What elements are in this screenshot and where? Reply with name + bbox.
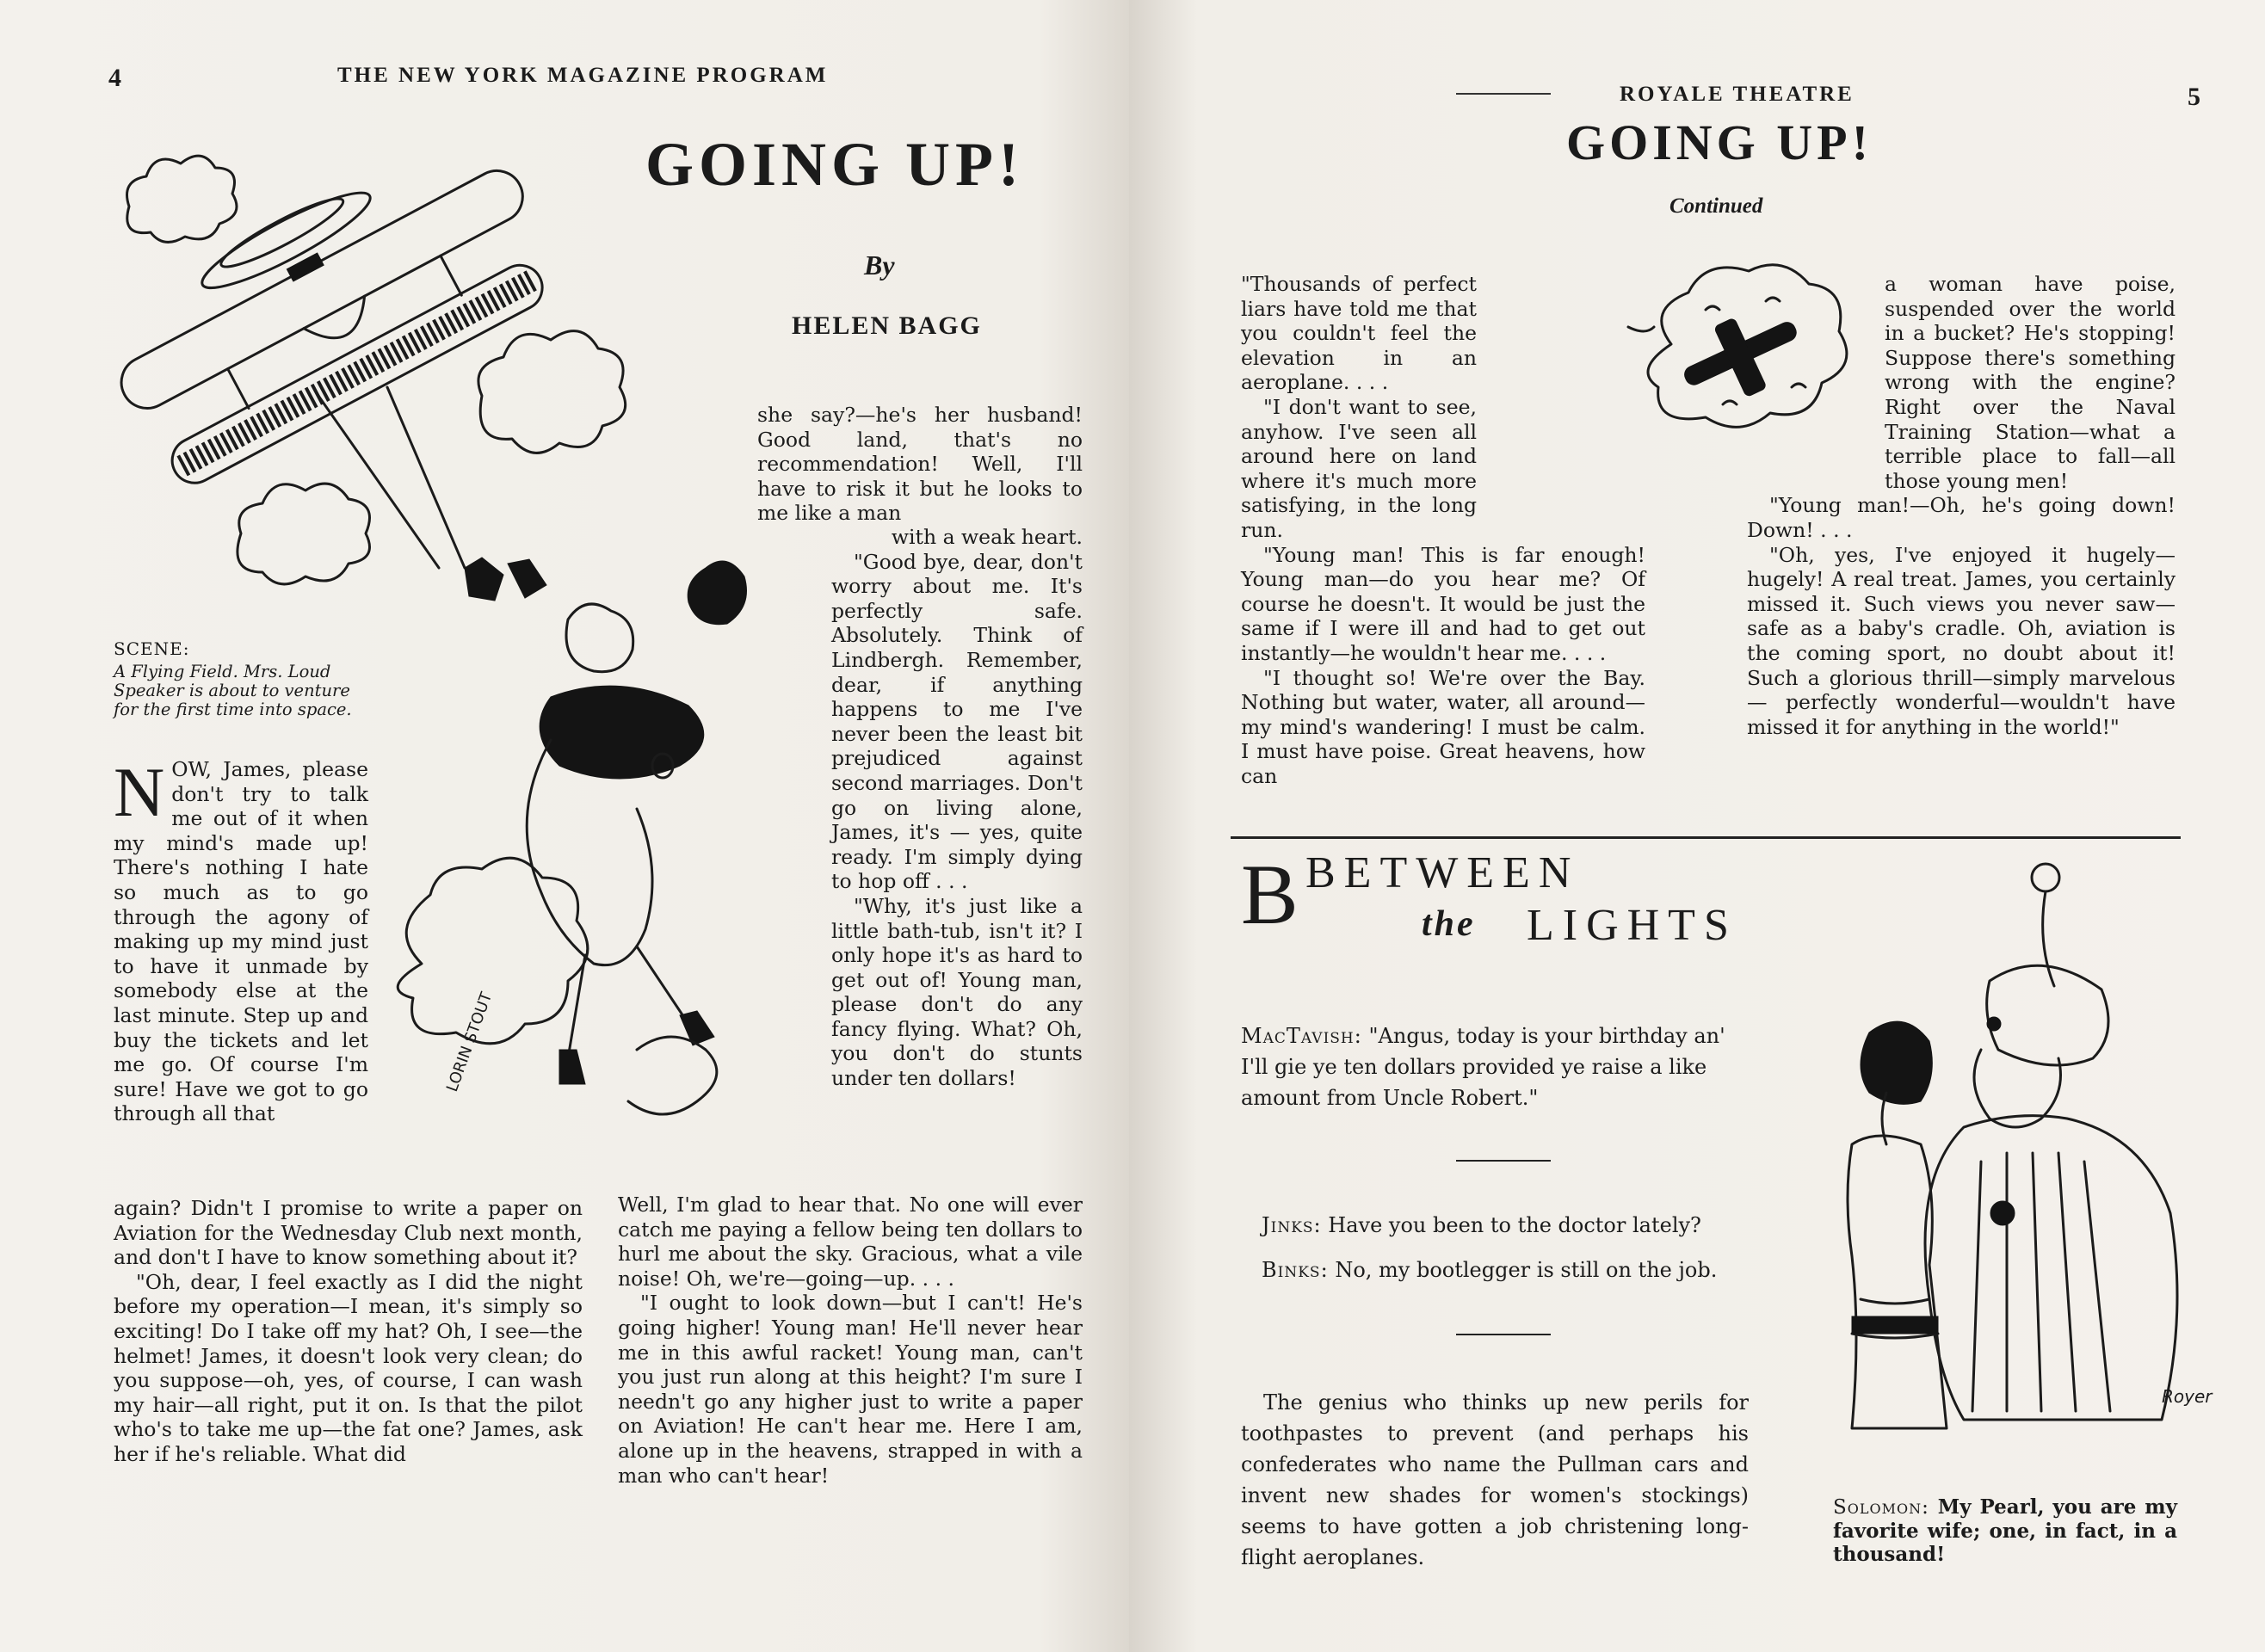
drop-cap: N: [114, 753, 165, 831]
article-column-2-lower: [618, 1193, 1083, 1488]
right-page: [1129, 0, 2265, 1652]
col2-paragraph: "Why, it's just like a little bath-tub, isn't it? I only hope it's as hard to get out of! Young man, please don't do any fancy flying. What? Oh, you don't do stunts under ten dollars!: [831, 893, 1083, 1091]
joke-text: Have you been to the doctor lately?: [1328, 1213, 1701, 1237]
joke-speaker: Jinks:: [1262, 1213, 1322, 1237]
byline-label: By: [864, 250, 895, 280]
author-name: HELEN BAGG: [792, 311, 982, 340]
joke-text: No, my bootlegger is still on the job.: [1335, 1258, 1718, 1282]
section-title-line1: BETWEEN: [1305, 848, 1580, 897]
col2-paragraph: "I ought to look down—but I can't! He's going higher! Young man! He'll never hear me in this awful racket! Young man, can't you just run along at this height? I'm sure I needn't go any higher just to write a paper on Aviation! He can't hear me. Here I am, alone up in the heavens, strapped in with a man who can't hear!: [618, 1291, 1083, 1488]
continued-title: GOING UP!: [1566, 114, 1873, 170]
running-head-rule: [1456, 93, 1551, 95]
col1-paragraph: "Oh, dear, I feel exactly as I did the night before my operation—I mean, it's simply so exciting! Do I take off my hat? Oh, I see—the helmet! James, it doesn't look very clean; do you suppose—oh, yes, of course, I can wash my hair—all right, put it on. Is that the pilot who's to take me up—the fat one? James, ask her if he's reliable. What did: [114, 1269, 583, 1466]
caption-text: My Pearl, you are my favorite wife; one, in fact, in a thousand!: [1833, 1495, 2177, 1566]
joke-separator: [1456, 1334, 1551, 1335]
solomon-illustration: [1818, 852, 2213, 1454]
page-number-left: 4: [108, 64, 121, 92]
page-number-right: 5: [2188, 83, 2200, 111]
cloud-icon: [238, 484, 370, 584]
section-title-the: the: [1422, 904, 1476, 944]
caption-speaker: Solomon:: [1833, 1496, 1929, 1519]
colA-paragraph: "Young man! This is far enough! Young man—do you hear me? Of course he doesn't. It would be just the same if I were ill and had to get out instantly—he wouldn't hear me. . . .: [1241, 542, 1645, 665]
article-column-1-lower: [114, 1196, 583, 1467]
col2-paragraph: she say?—he's her husband! Good land, that's no recommendation! Well, I'll have to risk it but he looks to me like a man: [757, 403, 1083, 526]
cloud-icon: [478, 331, 626, 453]
joke-text: "Angus, today is your birthday an' I'll gie ye ten dollars provided ye raise a like amount from Uncle Robert.": [1241, 1024, 1725, 1110]
col1-lead-text: OW, James, please don't try to talk me out of it when my mind's made up! There's nothing I hate so much as to go through the agony of making up my mind just to have it unmade by somebody else at the last minute. Step up and buy the tickets and let me go. Of course I'm sure! Have we got to go through all that: [114, 757, 368, 1126]
article-column-2-narrow: [831, 525, 1083, 1091]
joke-speaker: MacTavish:: [1241, 1024, 1362, 1048]
cloud-icon: [127, 156, 238, 242]
illustrator-signature-right: Royer: [2162, 1386, 2213, 1407]
scene-label: SCENE:: [114, 638, 190, 659]
joke-jinks-binks: [1262, 1210, 1743, 1285]
col2-paragraph: with a weak heart.: [891, 525, 1083, 549]
section-title-line2: LIGHTS: [1527, 901, 1737, 950]
continued-column-a: [1241, 272, 1645, 788]
joke-separator: [1456, 1160, 1551, 1162]
colA-paragraph: "I don't want to see, anyhow. I've seen all around here on land where it's much more satisfying, in the long run.: [1241, 394, 1477, 542]
left-page: [0, 0, 1129, 1652]
illustration-caption: [1833, 1495, 2177, 1566]
section-divider: [1231, 836, 2181, 839]
article-column-2-top: [757, 403, 1083, 526]
colB-paragraph: "Oh, yes, I've enjoyed it hugely—hugely! A real treat. James, you certainly missed it. Such views you never saw—safe as a baby's cradle. Oh, aviation is the coming sport, no doubt about it! Such a glorious thrill—simply marvelous — perfectly wonderful—wouldn't have missed it for anything in the world!": [1747, 542, 2176, 739]
article-column-1: [114, 753, 368, 1126]
col1-paragraph: again? Didn't I promise to write a paper on Aviation for the Wednesday Club next month, and don't I have to know something about it?: [114, 1196, 583, 1270]
colB-paragraph: a woman have poise, suspended over the world in a bucket? He's stopping! Suppose there's something wrong with the engine? Right over the Naval Training Station—what a terrible place to fall—all those young men!: [1885, 272, 2176, 493]
col2-paragraph: Well, I'm glad to hear that. No one will ever catch me paying a fellow being ten dollars to hurl me about the sky. Gracious, what a vile noise! Oh, we're—going—up. . . .: [618, 1193, 1083, 1291]
continued-column-b: [1747, 272, 2176, 739]
colA-paragraph: "I thought so! We're over the Bay. Nothing but water, water, all around—my mind's wandering! I must be calm. I must have poise. Great heavens, how can: [1241, 665, 1645, 788]
running-head-right: ROYALE THEATRE: [1620, 83, 1855, 106]
running-head-left: THE NEW YORK MAGAZINE PROGRAM: [337, 64, 829, 87]
joke-speaker: Binks:: [1262, 1258, 1329, 1282]
colA-paragraph: "Thousands of perfect liars have told me that you couldn't feel the elevation in an aeroplane. . . .: [1241, 272, 1477, 395]
colB-paragraph: "Young man!—Oh, he's going down! Down! . . .: [1747, 493, 2176, 542]
joke-toothpaste: [1241, 1387, 1749, 1573]
joke-text: The genius who thinks up new perils for toothpastes to prevent (and perhaps his confederates who name the Pullman cars and invent new shades for women's stockings) seems to have gotten a job christening long-flight aeroplanes.: [1241, 1390, 1749, 1569]
continued-label: Continued: [1669, 194, 1763, 218]
joke-mactavish: [1241, 1020, 1749, 1113]
article-title: GOING UP!: [645, 130, 1024, 199]
scene-description: A Flying Field. Mrs. Loud Speaker is about to venture for the first time into space.: [114, 662, 352, 719]
illustrator-signature-left: LORIN STOUT: [442, 989, 497, 1094]
col2-paragraph: "Good bye, dear, don't worry about me. It's perfectly safe. Absolutely. Think of Lindbergh. Remember, dear, if anything happens to me I've never been the least bit prejudiced against second marriages. Don't go on living alone, James, it's — yes, quite ready. I'm simply dying to hop off . . .: [831, 549, 1083, 894]
section-drop-letter: B: [1241, 847, 1299, 942]
